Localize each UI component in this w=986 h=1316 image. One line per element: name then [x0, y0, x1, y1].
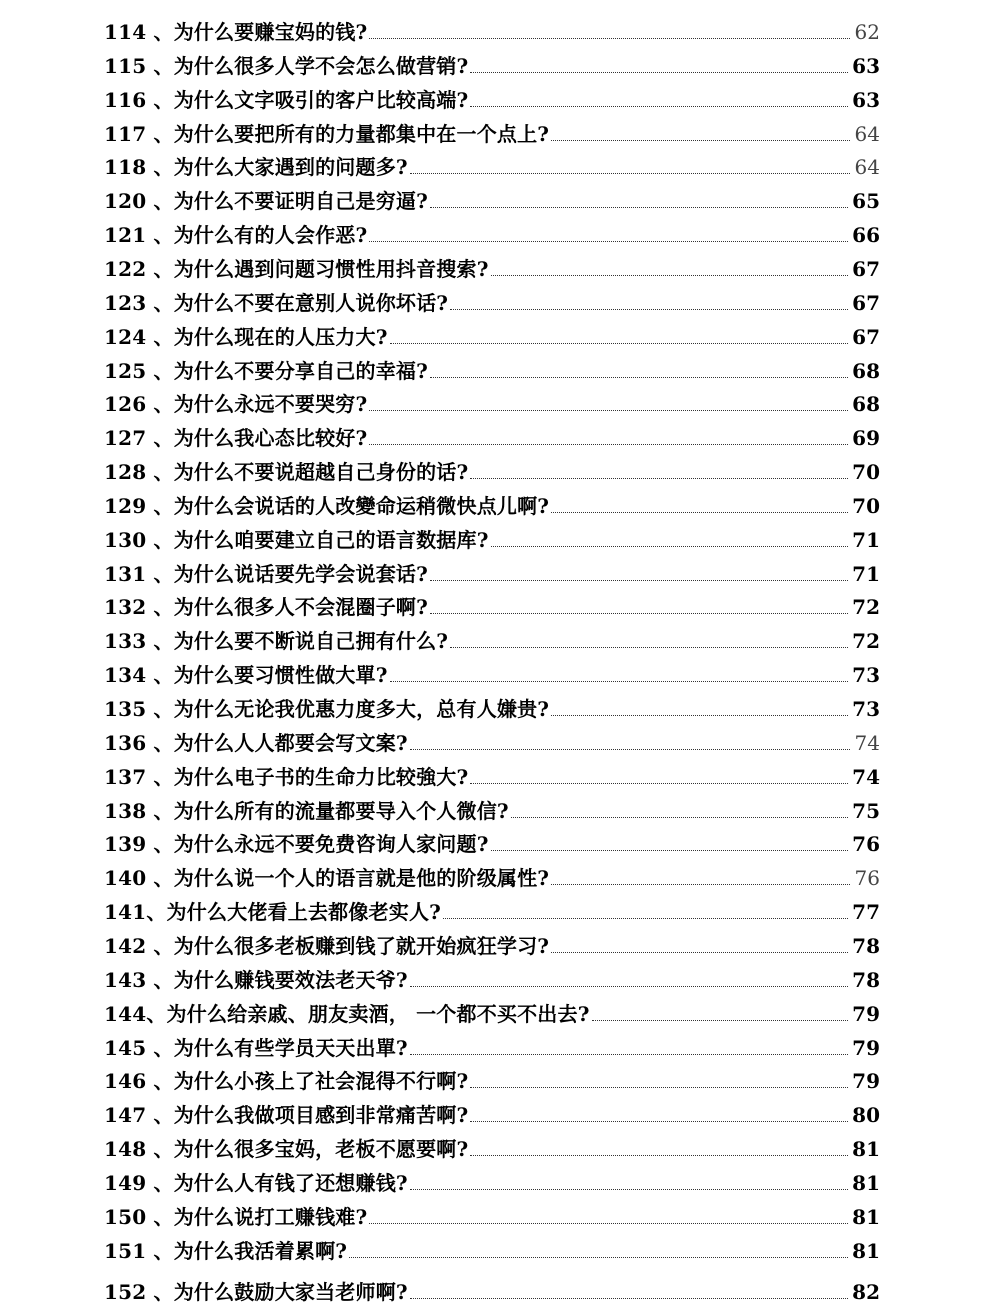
toc-entry-title: 114 、为什么要赚宝妈的钱?	[104, 20, 368, 44]
dot-leader	[443, 918, 848, 919]
dot-leader	[491, 850, 849, 851]
toc-entry[interactable]	[104, 490, 880, 520]
toc-entry-title: 130 、为什么咱要建立自己的语言数据库?	[104, 527, 489, 552]
toc-entry-title: 142 、为什么很多老板赚到钱了就开始疯狂学习?	[104, 933, 550, 958]
toc-entry-page-number: 74	[854, 730, 880, 755]
toc-entry-title: 116 、为什么文字吸引的客户比较高端?	[104, 87, 469, 112]
toc-entry-page-number: 67	[852, 256, 880, 281]
toc-entry-page-number: 81	[852, 1170, 880, 1195]
dot-leader	[430, 377, 848, 378]
toc-entry-title: 127 、为什么我心态比较好?	[104, 426, 368, 451]
toc-entry-title: 133 、为什么要不断说自己拥有什么?	[104, 629, 449, 654]
toc-entry-page-number: 80	[852, 1103, 880, 1128]
dot-leader	[551, 952, 848, 953]
dot-leader	[410, 1298, 848, 1299]
toc-entry-page-number: 81	[852, 1204, 880, 1229]
toc-entry-page-number: 79	[852, 1035, 880, 1060]
toc-entry-title: 128 、为什么不要说超越自己身份的话?	[104, 460, 469, 485]
toc-entry-page-number: 68	[852, 392, 880, 417]
toc-entry[interactable]	[104, 896, 880, 926]
toc-entry[interactable]	[104, 1276, 880, 1306]
dot-leader	[410, 986, 848, 987]
dot-leader	[369, 444, 848, 445]
toc-entry-title: 139 、为什么永远不要免费咨询人家问题?	[104, 832, 489, 857]
toc-entry-page-number: 70	[852, 493, 880, 518]
toc-entry-page-number: 76	[854, 866, 880, 891]
toc-entry[interactable]	[104, 1133, 880, 1163]
toc-entry-page-number: 79	[852, 1069, 880, 1094]
toc-entry-page-number: 73	[852, 663, 880, 688]
toc-entry-title: 147 、为什么我做项目感到非常痛苦啊?	[104, 1103, 469, 1128]
toc-entry[interactable]	[104, 862, 880, 892]
toc-entry[interactable]	[104, 16, 880, 46]
dot-leader	[390, 681, 849, 682]
toc-entry[interactable]	[104, 828, 880, 858]
toc-entry-page-number: 82	[852, 1280, 880, 1305]
toc-entry-title: 134 、为什么要习惯性做大單?	[104, 663, 388, 688]
toc-entry[interactable]	[104, 625, 880, 655]
toc-entry[interactable]	[104, 1235, 880, 1265]
toc-entry-title: 117 、为什么要把所有的力量都集中在一个点上?	[104, 121, 550, 146]
toc-entry-page-number: 79	[852, 1001, 880, 1026]
toc-entry-page-number: 63	[852, 53, 880, 78]
dot-leader	[369, 410, 848, 411]
dot-leader	[551, 884, 850, 885]
toc-entry-title: 123 、为什么不要在意别人说你坏话?	[104, 290, 449, 315]
toc-entry[interactable]	[104, 253, 880, 283]
toc-entry-page-number: 72	[852, 629, 880, 654]
toc-entry-title: 137 、为什么电子书的生命力比较強大?	[104, 764, 469, 789]
toc-entry-title: 150 、为什么说打工赚钱难?	[104, 1204, 368, 1229]
dot-leader	[430, 613, 848, 614]
toc-entry-page-number: 76	[852, 832, 880, 857]
toc-entry[interactable]	[104, 1065, 880, 1095]
toc-entry[interactable]	[104, 659, 880, 689]
dot-leader	[470, 72, 848, 73]
dot-leader	[511, 817, 848, 818]
toc-entry-title: 129 、为什么会说话的人改變命运稍微快点儿啊?	[104, 493, 550, 518]
toc-entry-page-number: 72	[852, 595, 880, 620]
toc-entry[interactable]	[104, 151, 880, 181]
dot-leader	[410, 1054, 848, 1055]
toc-entry[interactable]	[104, 591, 880, 621]
toc-entry-page-number: 63	[852, 87, 880, 112]
dot-leader	[470, 1121, 848, 1122]
dot-leader	[390, 343, 849, 344]
toc-entry[interactable]	[104, 1032, 880, 1062]
toc-entry-page-number: 69	[852, 426, 880, 451]
toc-entry-page-number: 64	[854, 155, 880, 180]
toc-entry-page-number: 75	[852, 798, 880, 823]
toc-entry[interactable]	[104, 558, 880, 588]
toc-entry-title: 141、为什么大佬看上去都像老实人?	[104, 900, 442, 925]
toc-entry-page-number: 65	[852, 189, 880, 214]
toc-entry-title: 140 、为什么说一个人的语言就是他的阶级属性?	[104, 866, 550, 891]
toc-entry-title: 136 、为什么人人都要会写文案?	[104, 730, 408, 755]
dot-leader	[450, 309, 848, 310]
toc-entry[interactable]	[104, 355, 880, 385]
toc-entry-title: 122 、为什么遇到问题习惯性用抖音搜索?	[104, 256, 489, 281]
toc-entry[interactable]	[104, 456, 880, 486]
toc-entry-page-number: 71	[852, 527, 880, 552]
dot-leader	[369, 38, 850, 39]
dot-leader	[430, 207, 848, 208]
dot-leader	[551, 715, 848, 716]
toc-entry-page-number: 62	[854, 20, 880, 44]
toc-entry-title: 125 、为什么不要分享自己的幸福?	[104, 358, 429, 383]
toc-entry-title: 145 、为什么有些学员天天出單?	[104, 1035, 408, 1060]
toc-entry-page-number: 81	[852, 1137, 880, 1162]
toc-entry[interactable]	[104, 930, 880, 960]
toc-entry-page-number: 67	[852, 290, 880, 315]
toc-entry-title: 146 、为什么小孩上了社会混得不行啊?	[104, 1069, 469, 1094]
dot-leader	[369, 241, 848, 242]
toc-entry-page-number: 78	[852, 933, 880, 958]
toc-entry[interactable]	[104, 795, 880, 825]
toc-entry-title: 152 、为什么鼓励大家当老师啊?	[104, 1280, 408, 1305]
toc-entry[interactable]	[104, 422, 880, 452]
toc-entry-title: 135 、为什么无论我优惠力度多大，总有人嫌贵?	[104, 697, 550, 721]
dot-leader	[470, 783, 848, 784]
toc-entry-page-number: 81	[852, 1238, 880, 1263]
toc-entry-page-number: 66	[852, 223, 880, 248]
dot-leader	[491, 275, 849, 276]
toc-entry-title: 124 、为什么现在的人压力大?	[104, 324, 388, 349]
dot-leader	[551, 512, 848, 513]
toc-entry-page-number: 77	[852, 900, 880, 925]
dot-leader	[410, 749, 850, 750]
toc-entry-page-number: 64	[854, 121, 880, 146]
dot-leader	[470, 106, 848, 107]
toc-entry[interactable]	[104, 1167, 880, 1197]
toc-entry[interactable]	[104, 998, 880, 1028]
toc-entry-title: 143 、为什么赚钱要效法老天爷?	[104, 967, 408, 992]
dot-leader	[470, 1087, 848, 1088]
toc-entry[interactable]	[104, 761, 880, 791]
toc-entry[interactable]	[104, 219, 880, 249]
toc-entry-title: 121 、为什么有的人会作恶?	[104, 223, 368, 248]
toc-entry[interactable]	[104, 388, 880, 418]
toc-entry-title: 132 、为什么很多人不会混圈子啊?	[104, 595, 429, 620]
toc-entry-page-number: 68	[852, 358, 880, 383]
dot-leader	[369, 1223, 848, 1224]
toc-entry-title: 131 、为什么说话要先学会说套话?	[104, 561, 429, 586]
toc-entry-title: 151 、为什么我活着累啊?	[104, 1238, 348, 1263]
toc-entry[interactable]	[104, 321, 880, 351]
dot-leader	[430, 580, 848, 581]
toc-entry-page-number: 74	[852, 764, 880, 789]
toc-entry-title: 126 、为什么永远不要哭穷?	[104, 392, 368, 417]
dot-leader	[450, 647, 848, 648]
dot-leader	[349, 1257, 848, 1258]
dot-leader	[470, 1155, 848, 1156]
toc-entry[interactable]	[104, 727, 880, 757]
dot-leader	[491, 546, 849, 547]
toc-entry-title: 148 、为什么很多宝妈，老板不愿要啊?	[104, 1137, 469, 1162]
dot-leader	[410, 1189, 848, 1190]
toc-entry[interactable]	[104, 287, 880, 317]
toc-entry-page-number: 67	[852, 324, 880, 349]
toc-entry[interactable]	[104, 84, 880, 114]
toc-entry-title: 144、为什么给亲戚、朋友卖酒， 一个都不买不出去?	[104, 1001, 590, 1026]
toc-entry[interactable]	[104, 1099, 880, 1129]
toc-entry[interactable]	[104, 50, 880, 80]
toc-entry-title: 120 、为什么不要证明自己是穷逼?	[104, 189, 429, 214]
toc-entry-page-number: 73	[852, 697, 880, 721]
dot-leader	[551, 140, 850, 141]
dot-leader	[410, 173, 850, 174]
toc-entry[interactable]	[104, 524, 880, 554]
toc-entry[interactable]	[104, 1201, 880, 1231]
toc-entry[interactable]	[104, 118, 880, 148]
toc-entry[interactable]	[104, 693, 880, 723]
toc-entry-page-number: 70	[852, 460, 880, 485]
toc-entry-title: 149 、为什么人有钱了还想赚钱?	[104, 1170, 408, 1195]
toc-entry-title: 138 、为什么所有的流量都要导入个人微信?	[104, 798, 509, 823]
toc-entry-page-number: 71	[852, 561, 880, 586]
toc-entry-page-number: 78	[852, 967, 880, 992]
dot-leader	[592, 1020, 849, 1021]
toc-entry[interactable]	[104, 964, 880, 994]
toc-entry-title: 115 、为什么很多人学不会怎么做营销?	[104, 53, 469, 78]
toc-entry-title: 118 、为什么大家遇到的问题多?	[104, 155, 408, 180]
toc-entry[interactable]	[104, 185, 880, 215]
dot-leader	[470, 478, 848, 479]
